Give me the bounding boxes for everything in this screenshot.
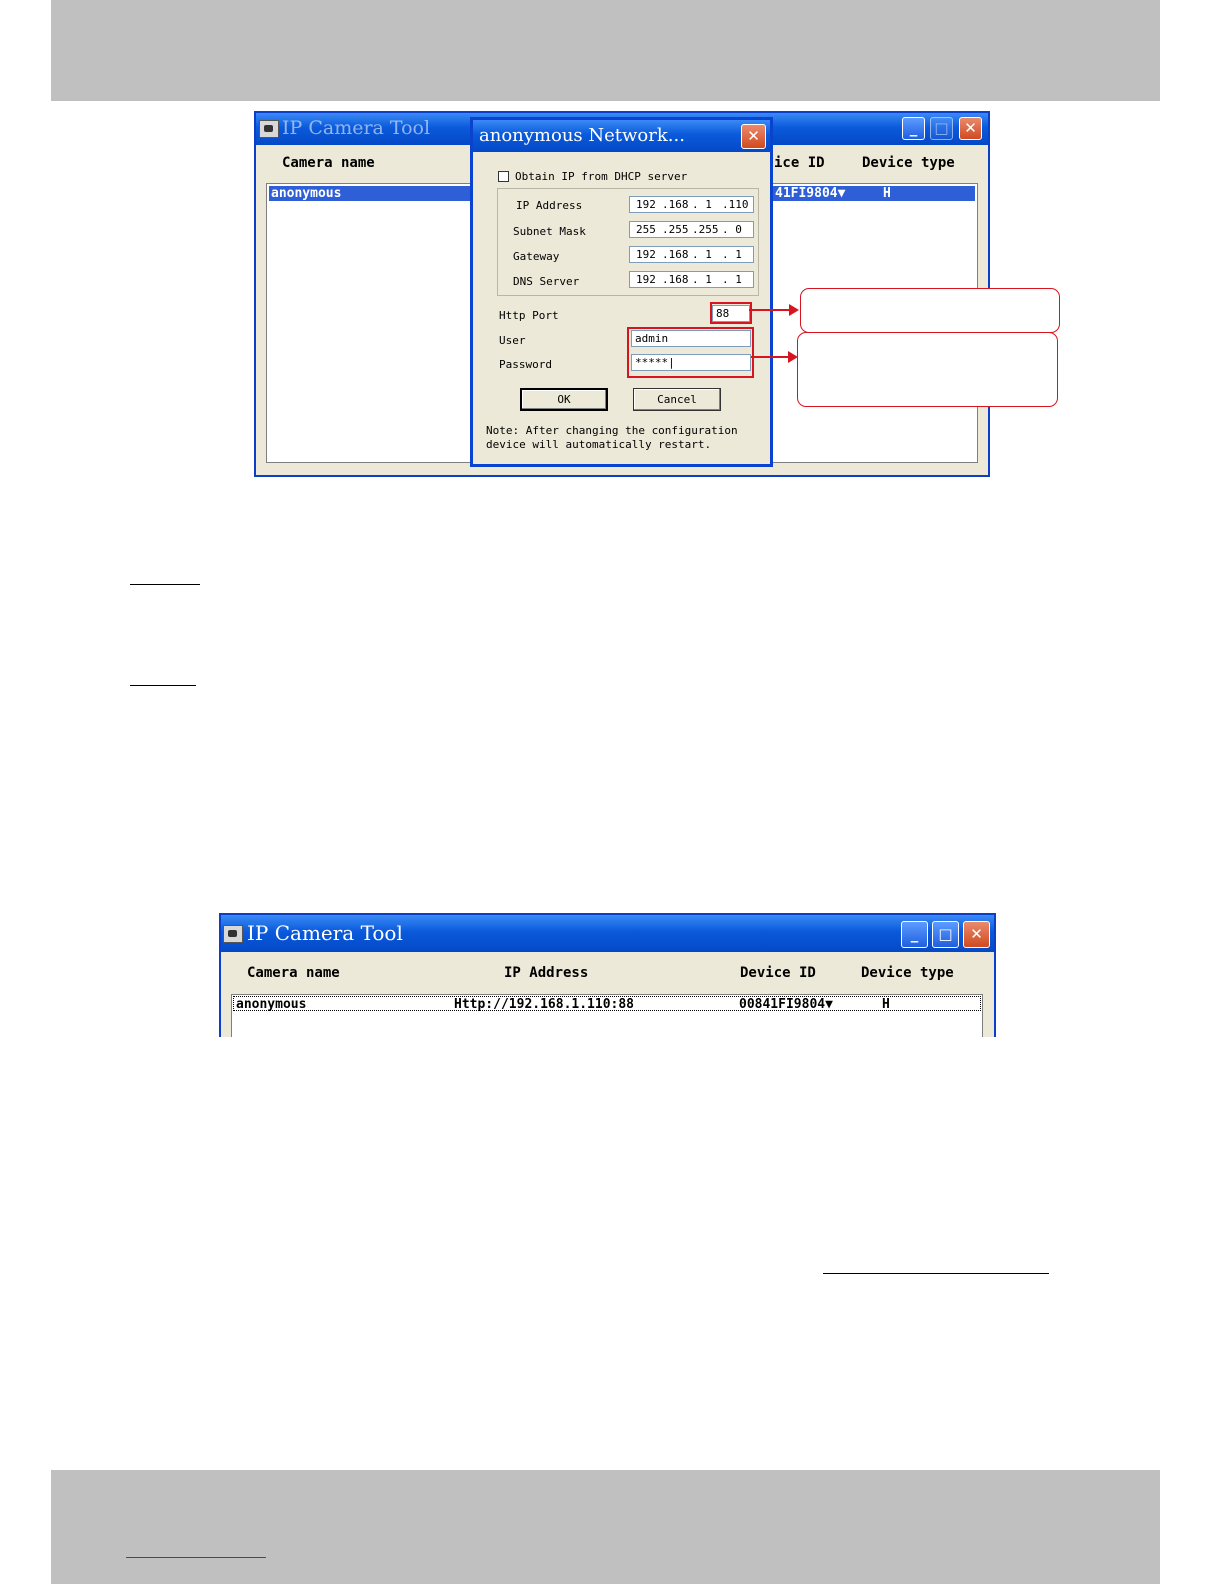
camera-list-bottom[interactable] [231, 994, 983, 1037]
row-device-type-bottom: H [882, 997, 890, 1012]
minimize-button-bottom[interactable]: _ [901, 921, 928, 948]
row-device-id-bottom: 00841FI9804▼ [739, 997, 833, 1012]
dialog-body [473, 152, 770, 464]
dialog-title: anonymous Network... [479, 125, 685, 146]
underline-1 [130, 584, 200, 585]
subnet-mask-label: Subnet Mask [513, 225, 586, 238]
cancel-button[interactable]: Cancel [633, 388, 721, 411]
credentials-callout-box [797, 332, 1058, 407]
row-device-type: H [883, 186, 891, 201]
underline-3 [823, 1273, 1049, 1274]
column-device-type[interactable]: Device type [862, 155, 955, 171]
column-camera-name-bottom[interactable]: Camera name [247, 965, 340, 981]
credentials-highlight [627, 327, 754, 378]
port-callout-box [800, 288, 1060, 333]
dns-octet-2: .168 [662, 273, 689, 286]
footer-link-underline[interactable] [126, 1557, 266, 1558]
row-ip-address-bottom: Http://192.168.1.110:88 [454, 997, 635, 1012]
mask-octet-4: . 0 [722, 223, 742, 236]
app-icon-bottom [223, 925, 243, 943]
row-device-id: 41FI9804▼ [775, 186, 846, 201]
gateway-input[interactable] [629, 246, 754, 263]
title-bar-bottom [221, 915, 994, 952]
close-button-bottom[interactable]: ✕ [963, 921, 990, 948]
dhcp-checkbox[interactable] [498, 171, 509, 182]
note-line-1: Note: After changing the configuration [486, 424, 738, 437]
column-device-type-bottom[interactable]: Device type [861, 965, 954, 981]
dialog-close-button[interactable]: ✕ [741, 124, 766, 149]
dns-server-label: DNS Server [513, 275, 580, 288]
page-header-band [51, 0, 1160, 101]
mask-octet-3: .255 [692, 223, 719, 236]
row-camera-name: anonymous [271, 186, 342, 201]
ip-address-label: IP Address [516, 199, 583, 212]
underline-2 [130, 685, 196, 686]
password-label: Password [499, 358, 552, 371]
column-device-id[interactable]: ice ID [774, 155, 825, 171]
ip-octet-4: .110 [722, 198, 749, 211]
user-label: User [499, 334, 526, 347]
app-icon [259, 120, 279, 138]
note-line-2: device will automatically restart. [486, 438, 712, 451]
subnet-mask-input[interactable] [629, 221, 754, 238]
window-title-bottom: IP Camera Tool [247, 921, 403, 945]
close-button[interactable]: ✕ [959, 117, 982, 140]
maximize-button[interactable]: □ [930, 117, 953, 140]
row-camera-name-bottom: anonymous [236, 997, 307, 1012]
ip-octet-1: 192 [636, 198, 656, 211]
ok-button[interactable]: OK [520, 388, 608, 411]
column-ip-address-bottom[interactable]: IP Address [504, 965, 589, 981]
network-dialog [470, 117, 773, 467]
minimize-button[interactable]: _ [902, 117, 925, 140]
ip-octet-3: . 1 [692, 198, 712, 211]
mask-octet-2: .255 [662, 223, 689, 236]
page-footer-band [51, 1470, 1160, 1584]
dns-octet-4: . 1 [722, 273, 742, 286]
gateway-octet-4: . 1 [722, 248, 742, 261]
window-title: IP Camera Tool [282, 117, 431, 139]
ip-camera-tool-window-bottom [219, 913, 996, 1037]
column-device-id-bottom[interactable]: Device ID [740, 965, 816, 981]
http-port-label: Http Port [499, 309, 559, 322]
http-port-input[interactable]: 88 [712, 305, 750, 322]
dhcp-label: Obtain IP from DHCP server [515, 170, 688, 183]
maximize-button-bottom[interactable]: □ [932, 921, 959, 948]
mask-octet-1: 255 [636, 223, 656, 236]
ip-address-input[interactable] [629, 196, 754, 213]
gateway-octet-1: 192 [636, 248, 656, 261]
dns-octet-3: . 1 [692, 273, 712, 286]
http-port-highlight [710, 302, 752, 324]
column-camera-name[interactable]: Camera name [282, 155, 375, 171]
dns-octet-1: 192 [636, 273, 656, 286]
gateway-octet-2: .168 [662, 248, 689, 261]
dns-server-input[interactable] [629, 271, 754, 288]
dialog-title-bar [473, 120, 770, 152]
password-input[interactable]: *****| [631, 354, 751, 371]
gateway-octet-3: . 1 [692, 248, 712, 261]
user-input[interactable]: admin [631, 330, 751, 347]
ip-octet-2: .168 [662, 198, 689, 211]
gateway-label: Gateway [513, 250, 560, 263]
